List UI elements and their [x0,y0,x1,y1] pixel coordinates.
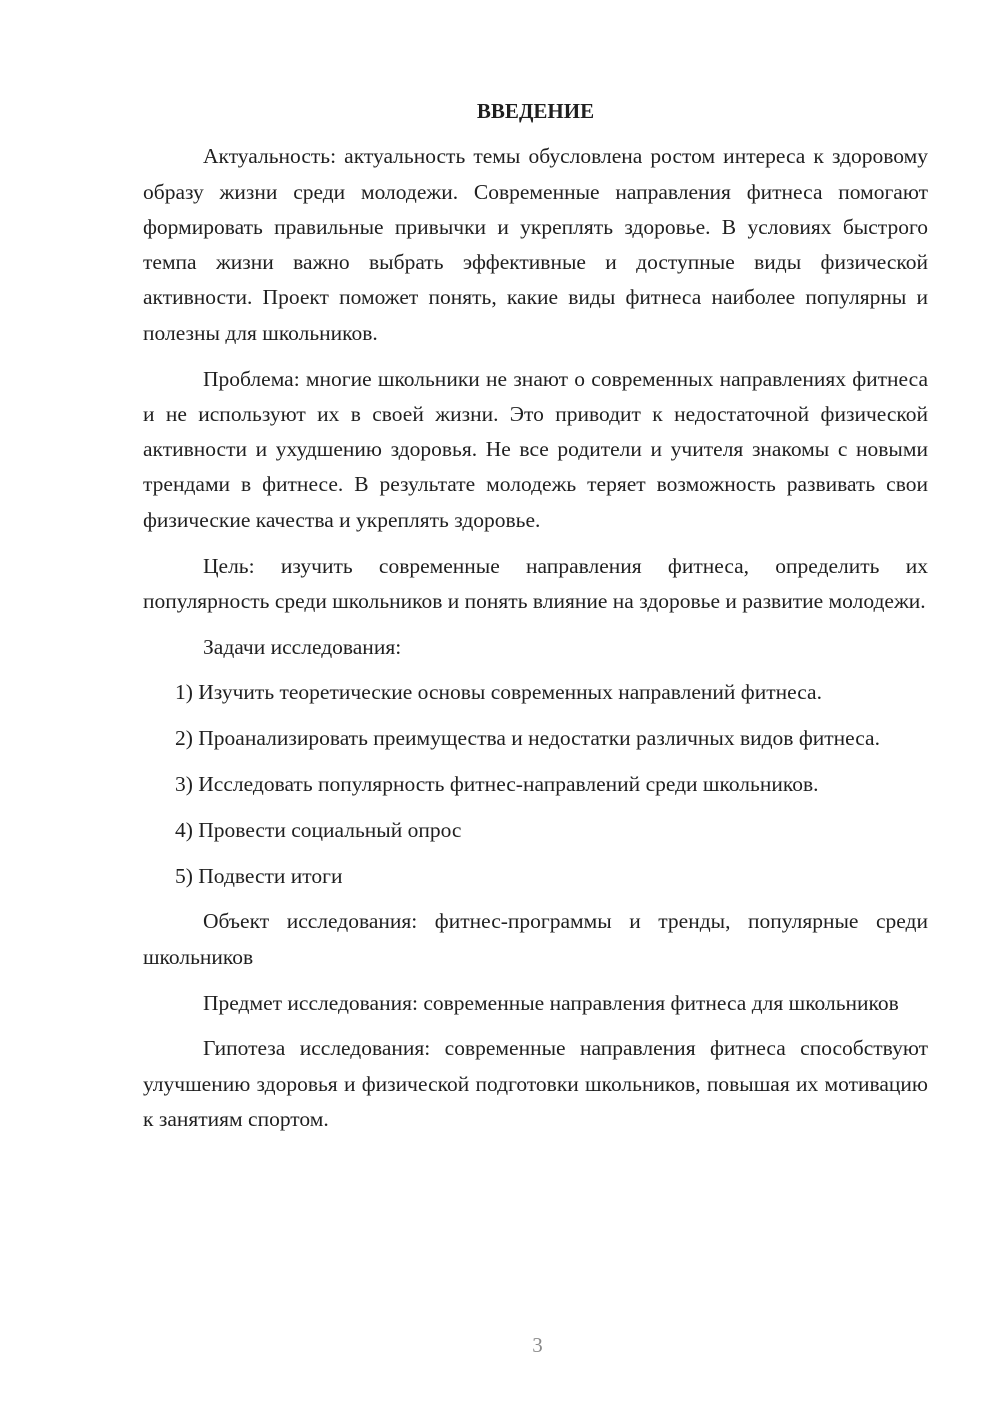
tasks-heading: Задачи исследования: [203,634,402,659]
problem-paragraph: Проблема: многие школьники не знают о современных направлениях фитнеса и не используют их в своей жизни. Это приводит к недостаточной физической активности и ухудшению здоровья. Не все родители и учителя знакомы с новыми трендами в фитнесе. В результате молодежь теряет возможность развивать свои физические качества и укреплять здоровье. [143,366,928,532]
hypothesis-paragraph: Гипотеза исследования: современные направления фитнеса способствуют улучшению здоровья и физической подготовки школьников, повышая их мотивацию к занятиям спортом. [143,1036,928,1131]
list-item: 3) Исследовать популярность фитнес-направлений среди школьников. [175,772,819,797]
object-paragraph: Объект исследования: фитнес-программы и тренды, популярные среди школьников [143,909,928,969]
page-title: ВВЕДЕНИЕ [476,99,595,123]
list-item: 1) Изучить теоретические основы современных направлений фитнеса. [175,680,822,705]
goal-paragraph: Цель: изучить современные направления фитнеса, определить их популярность среди школьников и понять влияние на здоровье и развитие молодежи. [143,553,928,613]
list-item: 4) Провести социальный опрос [175,817,462,842]
relevance-paragraph: Актуальность: актуальность темы обусловлена ростом интереса к здоровому образу жизни среди молодежи. Современные направления фитнеса помогают формировать правильные привычки и укреплять здоровье. В условиях быстрого темпа жизни важно выбрать эффективные и доступные виды физической активности. Проект поможет понять, какие виды фитнеса наиболее популярны и полезны для школьников. [143,144,928,345]
list-item: 5) Подвести итоги [175,863,343,888]
subject-paragraph: Предмет исследования: современные направления фитнеса для школьников [203,990,899,1015]
tasks-list [143,675,928,893]
page-number: 3 [532,1333,543,1357]
document-body [143,94,928,1148]
list-item: 2) Проанализировать преимущества и недостатки различных видов фитнеса. [175,726,880,751]
